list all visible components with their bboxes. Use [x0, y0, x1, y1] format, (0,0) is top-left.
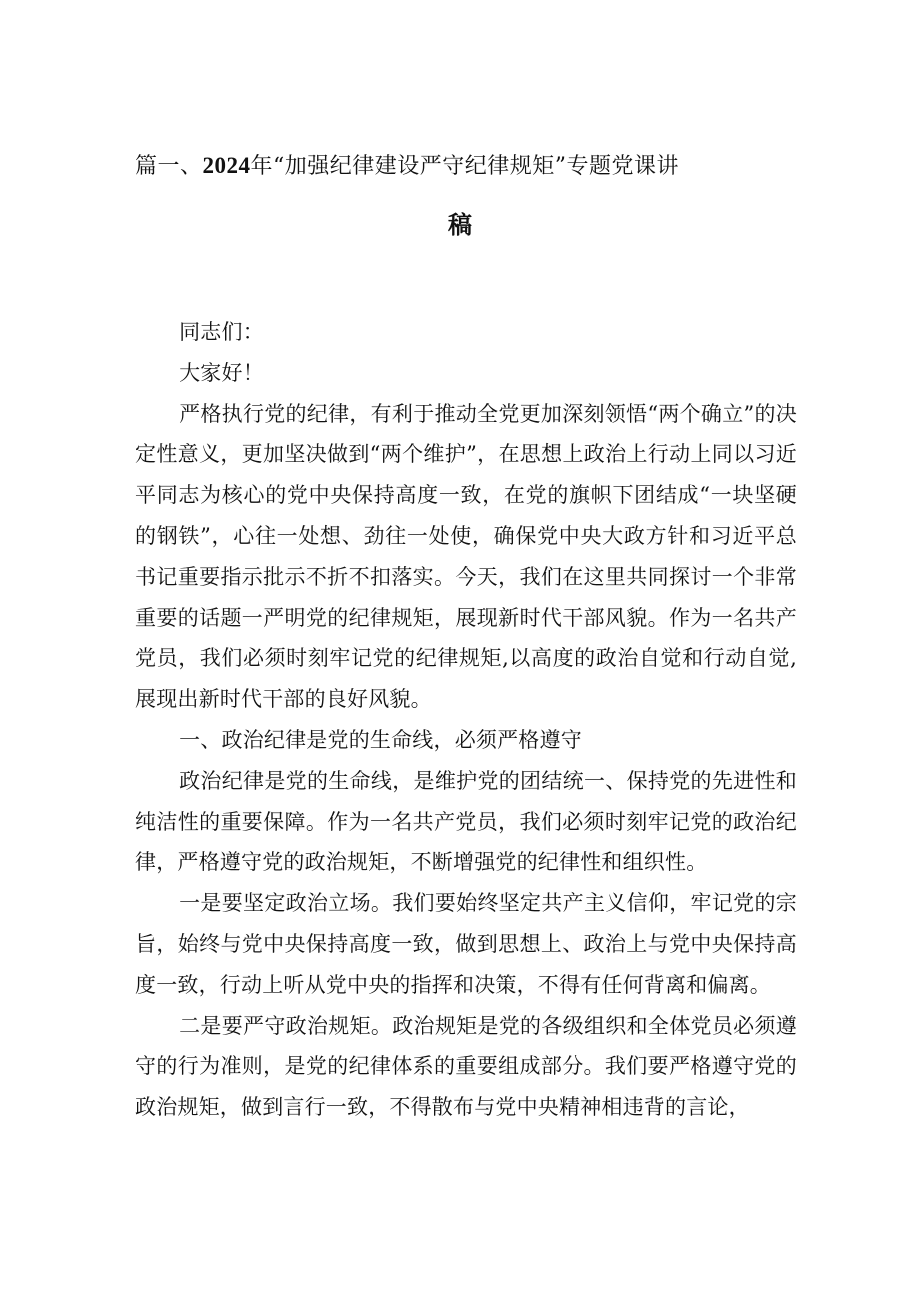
- document-title: [135, 146, 815, 187]
- intro-paragraph: 严格执行党的纪律，有利于推动全党更加深刻领悟“两个确立”的决定性意义，更加坚决做到“两个维护”，在思想上政治上行动上同以习近平同志为核心的党中央保持高度一致，在党的旗帜下团结成“一块坚硬的钢铁”，心往一处想、劲往一处使，确保党中央大政方针和习近平总书记重要指示批示不折不扣落实。今天，我们在这里共同探讨一个非常重要的话题一严明党的纪律规矩，展现新时代干部风貌。作为一名共产党员，我们必须时刻牢记党的纪律规矩,以高度的政治自觉和行动自觉,展现出新时代干部的良好风貌。: [135, 401, 797, 712]
- title-prefix: 篇一、: [135, 154, 203, 179]
- greeting: 大家好！: [179, 360, 264, 385]
- document-title-continuation: 稿: [448, 210, 472, 239]
- section-heading-1: 一、政治纪律是党的生命线，必须严格遵守: [179, 727, 582, 752]
- document-body: [135, 312, 797, 1128]
- body-paragraph: 一是要坚定政治立场。我们要始终坚定共产主义信仰，牢记党的宗旨，始终与党中央保持高度一致，做到思想上、政治上与党中央保持高度一致，行动上听从党中央的指挥和决策，不得有任何背离和偏离。: [135, 891, 797, 997]
- salutation: 同志们：: [179, 320, 264, 344]
- title-year: 2024: [202, 153, 251, 178]
- body-paragraph: 二是要严守政治规矩。政治规矩是党的各级组织和全体党员必须遵守的行为准则，是党的纪律体系的重要组成部分。我们要严格遵守党的政治规矩，做到言行一致，不得散布与党中央精神相违背的言论，: [135, 1013, 797, 1120]
- title-main: 年“加强纪律建设严守纪律规矩”专题党课讲: [250, 154, 680, 179]
- body-paragraph: 政治纪律是党的生命线，是维护党的团结统一、保持党的先进性和纯洁性的重要保障。作为一名共产党员，我们必须时刻牢记党的政治纪律，严格遵守党的政治规矩，不断增强党的纪律性和组织性。: [135, 768, 797, 875]
